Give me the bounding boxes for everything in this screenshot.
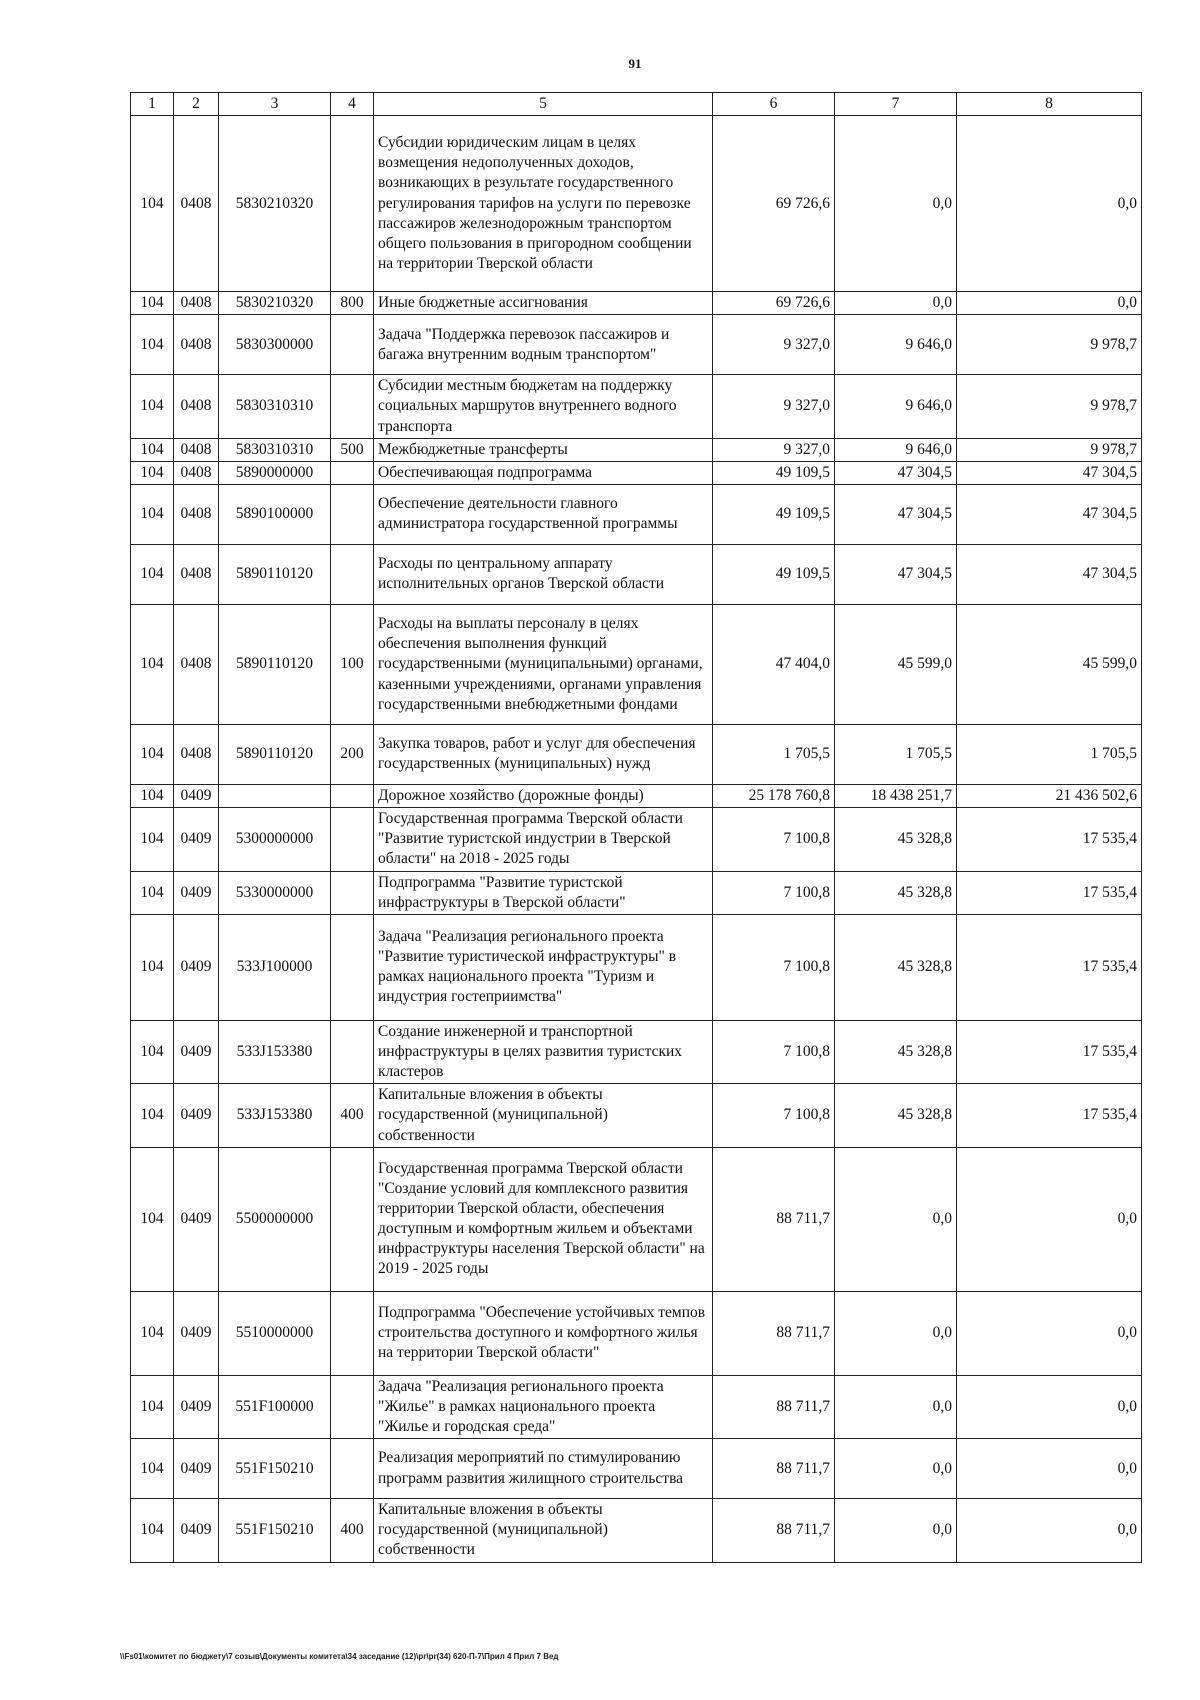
column-header: 2 xyxy=(174,93,219,116)
cell-description: Расходы по центральному аппарату исполнительных органов Тверской области xyxy=(374,544,713,604)
cell-amount-2024: 45 328,8 xyxy=(835,808,957,871)
table-row xyxy=(131,784,1142,807)
cell-amount-2024: 0,0 xyxy=(835,292,957,315)
cell-amount-2025: 0,0 xyxy=(957,1439,1142,1499)
cell-section: 104 xyxy=(131,914,174,1020)
cell-subsection: 0409 xyxy=(174,1020,219,1083)
cell-expense-type xyxy=(331,461,374,484)
cell-amount-2023: 7 100,8 xyxy=(713,1020,835,1083)
cell-amount-2024: 0,0 xyxy=(835,1499,957,1562)
cell-amount-2025: 0,0 xyxy=(957,116,1142,292)
table-row xyxy=(131,914,1142,1020)
cell-amount-2023: 49 109,5 xyxy=(713,484,835,544)
cell-amount-2023: 7 100,8 xyxy=(713,1084,835,1147)
cell-amount-2023: 88 711,7 xyxy=(713,1147,835,1291)
cell-amount-2024: 45 328,8 xyxy=(835,1020,957,1083)
cell-subsection: 0408 xyxy=(174,292,219,315)
cell-description: Капитальные вложения в объекты государственной (муниципальной) собственности xyxy=(374,1499,713,1562)
cell-expense-type: 800 xyxy=(331,292,374,315)
column-header: 5 xyxy=(374,93,713,116)
cell-amount-2024: 0,0 xyxy=(835,1439,957,1499)
cell-amount-2024: 9 646,0 xyxy=(835,315,957,375)
cell-amount-2025: 9 978,7 xyxy=(957,375,1142,438)
cell-section: 104 xyxy=(131,1084,174,1147)
cell-amount-2025: 47 304,5 xyxy=(957,544,1142,604)
cell-target-article: 5890100000 xyxy=(219,484,331,544)
cell-target-article: 551F100000 xyxy=(219,1375,331,1438)
table-row xyxy=(131,461,1142,484)
cell-expense-type xyxy=(331,784,374,807)
cell-section: 104 xyxy=(131,1020,174,1083)
cell-amount-2025: 0,0 xyxy=(957,1147,1142,1291)
cell-amount-2023: 69 726,6 xyxy=(713,292,835,315)
cell-amount-2023: 7 100,8 xyxy=(713,914,835,1020)
cell-expense-type xyxy=(331,914,374,1020)
cell-subsection: 0408 xyxy=(174,315,219,375)
cell-description: Государственная программа Тверской области "Создание условий для комплексного развития территории Тверской области, обеспечения доступным и комфортным жильем и объектами инфраструктуры населения Тверской области" на 2019 - 2025 годы xyxy=(374,1147,713,1291)
cell-expense-type xyxy=(331,484,374,544)
cell-description: Обеспечивающая подпрограмма xyxy=(374,461,713,484)
cell-expense-type xyxy=(331,808,374,871)
cell-description: Государственная программа Тверской области "Развитие туристской индустрии в Тверской области" на 2018 - 2025 годы xyxy=(374,808,713,871)
cell-amount-2024: 45 328,8 xyxy=(835,1084,957,1147)
cell-subsection: 0409 xyxy=(174,914,219,1020)
cell-section: 104 xyxy=(131,1147,174,1291)
cell-amount-2024: 47 304,5 xyxy=(835,544,957,604)
cell-amount-2023: 69 726,6 xyxy=(713,116,835,292)
cell-description: Задача "Поддержка перевозок пассажиров и багажа внутренним водным транспортом" xyxy=(374,315,713,375)
table-row xyxy=(131,315,1142,375)
cell-target-article: 5830310310 xyxy=(219,375,331,438)
cell-section: 104 xyxy=(131,484,174,544)
cell-expense-type: 200 xyxy=(331,724,374,784)
cell-subsection: 0408 xyxy=(174,724,219,784)
cell-expense-type: 500 xyxy=(331,438,374,461)
cell-target-article: 5330000000 xyxy=(219,871,331,914)
cell-expense-type xyxy=(331,871,374,914)
cell-target-article: 5300000000 xyxy=(219,808,331,871)
cell-section: 104 xyxy=(131,604,174,724)
cell-amount-2024: 47 304,5 xyxy=(835,484,957,544)
cell-expense-type: 400 xyxy=(331,1084,374,1147)
column-header: 7 xyxy=(835,93,957,116)
table-row xyxy=(131,1147,1142,1291)
cell-amount-2023: 88 711,7 xyxy=(713,1499,835,1562)
table-row xyxy=(131,871,1142,914)
table-row xyxy=(131,1291,1142,1375)
cell-amount-2025: 17 535,4 xyxy=(957,1020,1142,1083)
cell-description: Задача "Реализация регионального проекта "Жилье" в рамках национального проекта "Жилье и городская среда" xyxy=(374,1375,713,1438)
cell-description: Подпрограмма "Обеспечение устойчивых темпов строительства доступного и комфортного жилья на территории Тверской области" xyxy=(374,1291,713,1375)
cell-target-article: 5830210320 xyxy=(219,292,331,315)
cell-section: 104 xyxy=(131,116,174,292)
cell-amount-2025: 45 599,0 xyxy=(957,604,1142,724)
cell-target-article xyxy=(219,784,331,807)
cell-section: 104 xyxy=(131,808,174,871)
cell-target-article: 5500000000 xyxy=(219,1147,331,1291)
cell-description: Дорожное хозяйство (дорожные фонды) xyxy=(374,784,713,807)
cell-amount-2024: 18 438 251,7 xyxy=(835,784,957,807)
cell-target-article: 533J153380 xyxy=(219,1084,331,1147)
cell-expense-type xyxy=(331,1291,374,1375)
cell-expense-type xyxy=(331,116,374,292)
cell-expense-type xyxy=(331,1439,374,1499)
cell-amount-2024: 0,0 xyxy=(835,1375,957,1438)
cell-expense-type xyxy=(331,544,374,604)
cell-amount-2025: 0,0 xyxy=(957,1499,1142,1562)
cell-target-article: 533J100000 xyxy=(219,914,331,1020)
column-header: 6 xyxy=(713,93,835,116)
cell-amount-2025: 9 978,7 xyxy=(957,315,1142,375)
cell-amount-2025: 17 535,4 xyxy=(957,871,1142,914)
cell-section: 104 xyxy=(131,1375,174,1438)
table-row xyxy=(131,484,1142,544)
cell-amount-2024: 45 599,0 xyxy=(835,604,957,724)
cell-target-article: 5510000000 xyxy=(219,1291,331,1375)
cell-subsection: 0408 xyxy=(174,484,219,544)
cell-section: 104 xyxy=(131,461,174,484)
table-row xyxy=(131,1499,1142,1562)
table-row xyxy=(131,1084,1142,1147)
cell-amount-2023: 9 327,0 xyxy=(713,315,835,375)
table-row xyxy=(131,808,1142,871)
cell-subsection: 0409 xyxy=(174,1499,219,1562)
cell-subsection: 0409 xyxy=(174,1291,219,1375)
cell-amount-2025: 9 978,7 xyxy=(957,438,1142,461)
cell-subsection: 0409 xyxy=(174,1375,219,1438)
table-row xyxy=(131,1020,1142,1083)
cell-section: 104 xyxy=(131,724,174,784)
cell-section: 104 xyxy=(131,871,174,914)
cell-subsection: 0409 xyxy=(174,1439,219,1499)
cell-target-article: 551F150210 xyxy=(219,1439,331,1499)
cell-amount-2023: 49 109,5 xyxy=(713,461,835,484)
cell-section: 104 xyxy=(131,292,174,315)
cell-section: 104 xyxy=(131,375,174,438)
cell-section: 104 xyxy=(131,1439,174,1499)
cell-section: 104 xyxy=(131,438,174,461)
column-header: 8 xyxy=(957,93,1142,116)
table-row xyxy=(131,116,1142,292)
cell-description: Иные бюджетные ассигнования xyxy=(374,292,713,315)
cell-amount-2024: 45 328,8 xyxy=(835,871,957,914)
cell-description: Капитальные вложения в объекты государственной (муниципальной) собственности xyxy=(374,1084,713,1147)
cell-subsection: 0408 xyxy=(174,544,219,604)
cell-description: Подпрограмма "Развитие туристской инфраструктуры в Тверской области" xyxy=(374,871,713,914)
file-path-footer: \\Fs01\комитет по бюджету\7 созыв\Документы комитета\34 заседание (12)\pr\pr(34) 620-П-7\Прил 4 Прил 7 Вед xyxy=(120,1652,559,1661)
cell-amount-2023: 7 100,8 xyxy=(713,808,835,871)
table-row xyxy=(131,1439,1142,1499)
cell-target-article: 5830300000 xyxy=(219,315,331,375)
cell-section: 104 xyxy=(131,544,174,604)
cell-amount-2025: 17 535,4 xyxy=(957,914,1142,1020)
cell-subsection: 0408 xyxy=(174,438,219,461)
cell-amount-2023: 49 109,5 xyxy=(713,544,835,604)
cell-amount-2024: 47 304,5 xyxy=(835,461,957,484)
cell-amount-2024: 9 646,0 xyxy=(835,438,957,461)
cell-amount-2025: 47 304,5 xyxy=(957,484,1142,544)
cell-target-article: 5890110120 xyxy=(219,604,331,724)
cell-target-article: 5830310310 xyxy=(219,438,331,461)
table-row xyxy=(131,724,1142,784)
cell-amount-2025: 0,0 xyxy=(957,1291,1142,1375)
cell-expense-type: 100 xyxy=(331,604,374,724)
cell-description: Обеспечение деятельности главного администратора государственной программы xyxy=(374,484,713,544)
column-header: 4 xyxy=(331,93,374,116)
cell-section: 104 xyxy=(131,315,174,375)
cell-amount-2023: 88 711,7 xyxy=(713,1291,835,1375)
cell-amount-2024: 9 646,0 xyxy=(835,375,957,438)
cell-amount-2025: 21 436 502,6 xyxy=(957,784,1142,807)
cell-description: Задача "Реализация регионального проекта "Развитие туристической инфраструктуры" в рамках национального проекта "Туризм и индустрия гостеприимства" xyxy=(374,914,713,1020)
cell-description: Закупка товаров, работ и услуг для обеспечения государственных (муниципальных) нужд xyxy=(374,724,713,784)
table-row xyxy=(131,438,1142,461)
cell-section: 104 xyxy=(131,1499,174,1562)
cell-description: Субсидии местным бюджетам на поддержку социальных маршрутов внутреннего водного транспорта xyxy=(374,375,713,438)
cell-amount-2023: 1 705,5 xyxy=(713,724,835,784)
cell-subsection: 0408 xyxy=(174,116,219,292)
cell-amount-2023: 88 711,7 xyxy=(713,1375,835,1438)
cell-amount-2024: 0,0 xyxy=(835,1147,957,1291)
cell-description: Создание инженерной и транспортной инфраструктуры в целях развития туристских кластеров xyxy=(374,1020,713,1083)
table-row xyxy=(131,1375,1142,1438)
cell-expense-type: 400 xyxy=(331,1499,374,1562)
table-row xyxy=(131,375,1142,438)
cell-amount-2024: 1 705,5 xyxy=(835,724,957,784)
cell-subsection: 0408 xyxy=(174,461,219,484)
cell-amount-2024: 0,0 xyxy=(835,1291,957,1375)
cell-amount-2025: 17 535,4 xyxy=(957,808,1142,871)
page-number: 91 xyxy=(628,56,642,71)
header-row xyxy=(131,93,1142,116)
table-row xyxy=(131,604,1142,724)
cell-amount-2023: 88 711,7 xyxy=(713,1439,835,1499)
cell-expense-type xyxy=(331,315,374,375)
cell-section: 104 xyxy=(131,784,174,807)
table-row xyxy=(131,544,1142,604)
cell-expense-type xyxy=(331,1020,374,1083)
cell-subsection: 0409 xyxy=(174,871,219,914)
cell-amount-2025: 0,0 xyxy=(957,1375,1142,1438)
cell-target-article: 551F150210 xyxy=(219,1499,331,1562)
cell-target-article: 5830210320 xyxy=(219,116,331,292)
cell-amount-2025: 17 535,4 xyxy=(957,1084,1142,1147)
cell-expense-type xyxy=(331,1375,374,1438)
cell-expense-type xyxy=(331,375,374,438)
cell-amount-2023: 9 327,0 xyxy=(713,438,835,461)
cell-amount-2025: 1 705,5 xyxy=(957,724,1142,784)
budget-table xyxy=(130,92,1142,1563)
cell-description: Расходы на выплаты персоналу в целях обеспечения выполнения функций государственными (муниципальными) органами, казенными учреждениями, органами управления государственными внебюджетными фондами xyxy=(374,604,713,724)
cell-subsection: 0409 xyxy=(174,1147,219,1291)
cell-amount-2023: 25 178 760,8 xyxy=(713,784,835,807)
cell-amount-2023: 47 404,0 xyxy=(713,604,835,724)
cell-description: Межбюджетные трансферты xyxy=(374,438,713,461)
cell-amount-2023: 7 100,8 xyxy=(713,871,835,914)
cell-amount-2023: 9 327,0 xyxy=(713,375,835,438)
cell-amount-2025: 0,0 xyxy=(957,292,1142,315)
cell-subsection: 0409 xyxy=(174,784,219,807)
cell-target-article: 5890110120 xyxy=(219,544,331,604)
cell-target-article: 5890110120 xyxy=(219,724,331,784)
cell-amount-2024: 45 328,8 xyxy=(835,914,957,1020)
cell-target-article: 5890000000 xyxy=(219,461,331,484)
cell-subsection: 0409 xyxy=(174,1084,219,1147)
column-header: 1 xyxy=(131,93,174,116)
cell-description: Субсидии юридическим лицам в целях возмещения недополученных доходов, возникающих в результате государственного регулирования тарифов на услуги по перевозке пассажиров железнодорожным транспортом общего пользования в пригородном сообщении на территории Тверской области xyxy=(374,116,713,292)
cell-section: 104 xyxy=(131,1291,174,1375)
cell-target-article: 533J153380 xyxy=(219,1020,331,1083)
cell-amount-2025: 47 304,5 xyxy=(957,461,1142,484)
cell-subsection: 0409 xyxy=(174,808,219,871)
cell-subsection: 0408 xyxy=(174,604,219,724)
cell-amount-2024: 0,0 xyxy=(835,116,957,292)
column-header: 3 xyxy=(219,93,331,116)
cell-description: Реализация мероприятий по стимулированию программ развития жилищного строительства xyxy=(374,1439,713,1499)
cell-subsection: 0408 xyxy=(174,375,219,438)
cell-expense-type xyxy=(331,1147,374,1291)
table-row xyxy=(131,292,1142,315)
